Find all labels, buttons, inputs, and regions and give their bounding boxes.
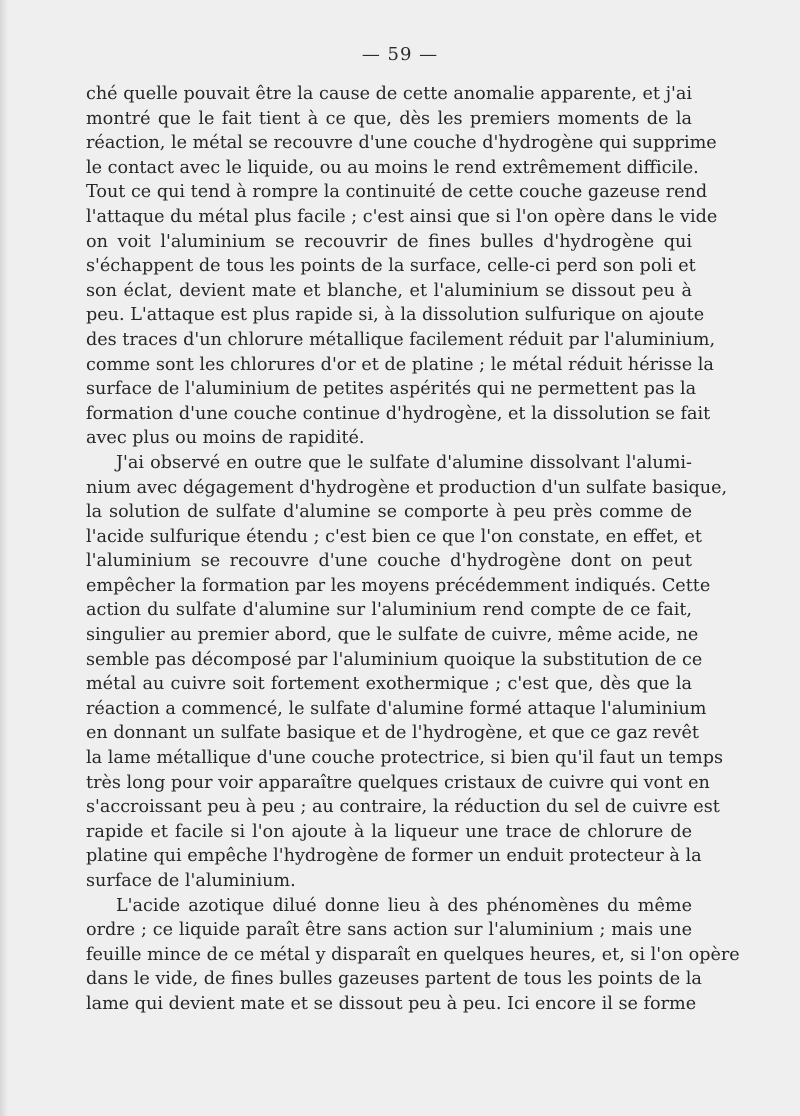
text-line: platine qui empêche l'hydrogène de former un enduit protecteur à la <box>86 846 702 867</box>
text-line: formation d'une couche continue d'hydrogène, et la dissolution se fait <box>86 403 711 424</box>
page-number: — 59 — <box>361 44 439 65</box>
text-line: dans le vide, de fines bulles gazeuses partent de tous les points de la <box>86 969 702 990</box>
text-line: le contact avec le liquide, ou au moins le rend extrêmement difficile. <box>86 157 699 178</box>
text-line: avec plus ou moins de rapidité. <box>86 428 365 449</box>
text-line: montré que le fait tient à ce que, dès les premiers moments de la <box>86 108 692 129</box>
body-text <box>86 82 740 1017</box>
text-line: nium avec dégagement d'hydrogène et production d'un sulfate basique, <box>86 477 728 498</box>
text-line: Tout ce qui tend à rompre la continuité de cette couche gazeuse rend <box>86 182 708 203</box>
text-line: surface de l'aluminium. <box>86 871 296 891</box>
text-line: J'ai observé en outre que le sulfate d'alumine dissolvant l'alumi- <box>116 452 692 473</box>
text-line: action du sulfate d'alumine sur l'aluminium rend compte de ce fait, <box>86 600 692 621</box>
text-line: l'acide sulfurique étendu ; c'est bien ce que l'on constate, en effet, et <box>86 526 702 547</box>
text-line: s'échappent de tous les points de la surface, celle-ci perd son poli et <box>86 256 696 277</box>
text-line: très long pour voir apparaître quelques cristaux de cuivre qui vont en <box>86 772 710 793</box>
text-line: son éclat, devient mate et blanche, et l'aluminium se dissout peu à <box>86 280 692 301</box>
text-line: lame qui devient mate et se dissout peu à peu. Ici encore il se forme <box>86 993 697 1014</box>
text-line: empêcher la formation par les moyens précédemment indiqués. Cette <box>86 575 711 596</box>
text-line: la lame métallique d'une couche protectrice, si bien qu'il faut un temps <box>86 748 723 769</box>
text-line: en donnant un sulfate basique et de l'hydrogène, et que ce gaz revêt <box>86 723 699 744</box>
text-line: ordre ; ce liquide paraît être sans action sur l'aluminium ; mais une <box>86 920 692 941</box>
text-line: surface de l'aluminium de petites aspérités qui ne permettent pas la <box>86 379 697 400</box>
text-line: comme sont les chlorures d'or et de platine ; le métal réduit hérisse la <box>86 354 714 375</box>
text-line: l'aluminium se recouvre d'une couche d'hydrogène dont on peut <box>86 551 692 572</box>
text-line: peu. L'attaque est plus rapide si, à la dissolution sulfurique on ajoute <box>86 305 705 326</box>
text-line: s'accroissant peu à peu ; au contraire, la réduction du sel de cuivre est <box>86 797 720 818</box>
text-line: singulier au premier abord, que le sulfate de cuivre, même acide, ne <box>86 625 699 646</box>
page-edge-shadow <box>0 0 8 1116</box>
paragraph-3 <box>86 894 740 1017</box>
paragraph-1 <box>86 82 718 451</box>
text-line: feuille mince de ce métal y disparaît en quelques heures, et, si l'on opère <box>86 944 740 965</box>
text-line: rapide et facile si l'on ajoute à la liqueur une trace de chlorure de <box>86 821 692 842</box>
paragraph-2 <box>86 451 728 894</box>
text-line: réaction a commencé, le sulfate d'alumine formé attaque l'aluminium <box>86 698 707 719</box>
text-line: ché quelle pouvait être la cause de cette anomalie apparente, et j'ai <box>86 84 692 104</box>
text-line: la solution de sulfate d'alumine se comporte à peu près comme de <box>86 502 692 523</box>
text-line: des traces d'un chlorure métallique facilement réduit par l'aluminium, <box>86 329 716 350</box>
text-line: réaction, le métal se recouvre d'une couche d'hydrogène qui supprime <box>86 133 717 154</box>
text-line: on voit l'aluminium se recouvrir de fines bulles d'hydrogène qui <box>86 231 692 252</box>
text-line: métal au cuivre soit fortement exothermique ; c'est que, dès que la <box>86 674 692 695</box>
text-line: L'acide azotique dilué donne lieu à des phénomènes du même <box>116 895 692 916</box>
text-line: l'attaque du métal plus facile ; c'est ainsi que si l'on opère dans le vide <box>86 206 718 227</box>
text-line: semble pas décomposé par l'aluminium quoique la substitution de ce <box>86 649 703 670</box>
